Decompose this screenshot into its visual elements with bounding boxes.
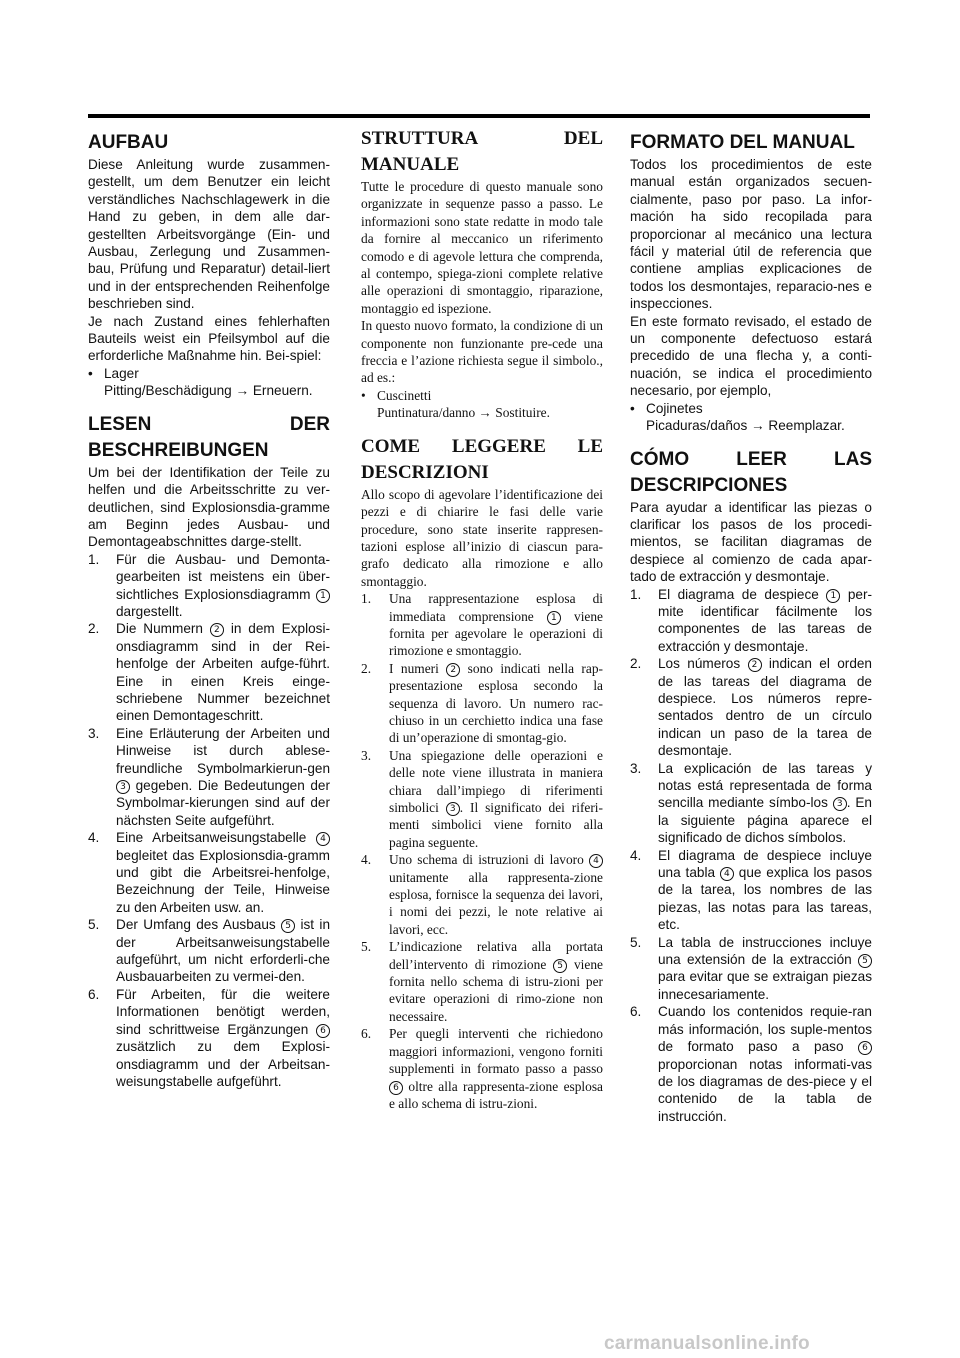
paragraph: Diese Anleitung wurde zusammen-gestellt, um dem Benutzer ein leicht verständliches Nachschlagewerk in die Hand zu geben, in dem alle dar-gestellten Arbeitsvorgänge (Ein- und Ausbau, Zerlegung und Zusammen-bau, Prüfung und Reparatur) detail-liert und in der entsprechenden Reihenfolge beschrieben sind.	[88, 157, 330, 312]
circled-number-icon: 4	[316, 832, 330, 846]
list-item: 1. El diagrama de despiece 1 per-mite identificar fácilmente los componentes de las tareas de extracción y desmontaje.	[630, 586, 873, 654]
list-item: 2. Die Nummern 2 in dem Explosi-onsdiagramm sind in der Rei-henfolge der Arbeiten aufge-führt. Eine in einen Kreis einge-schriebene Nummer bezeichnet einen Demontageschritt.	[88, 621, 331, 724]
circled-number-icon: 5	[553, 959, 567, 973]
paragraph: Je nach Zustand eines fehlerhaften Bauteils weist ein Pfeilsymbol auf die erforderliche Maßnahme hin. Bei-spiel:	[88, 313, 330, 364]
list-item: 6. Für Arbeiten, für die weitere Informationen benötigt werden, sind schrittweise Ergänzungen 6 zusätzlich zu dem Explosi-onsdiagramm und der Arbeitsan-weisungstabelle aufgeführt.	[88, 986, 330, 1089]
circled-number-icon: 3	[116, 780, 130, 794]
paragraph: Tutte le procedure di questo manuale sono organizzate in sequenze passo a passo. Le informazioni sono state redatte in modo tale da fornire al meccanico un riferimento comodo e di agevole lettura che comprenda, al contempo, spiega-zioni complete relative alle operazioni di smontaggio, riparazione, montaggio ed ispezione.	[361, 179, 603, 316]
bullet-item	[88, 365, 330, 400]
circled-number-icon: 6	[316, 1024, 330, 1038]
circled-number-icon: 6	[389, 1081, 403, 1095]
bullet-detail: Puntinatura/danno → Sostituire.	[377, 405, 550, 421]
circled-number-icon: 1	[316, 589, 330, 603]
circled-number-icon: 2	[446, 663, 460, 677]
circled-number-icon: 4	[589, 854, 603, 868]
list-item: 3. Eine Erläuterung der Arbeiten und Hinweise ist durch ablese-freundliche Symbolmarkierun-gen 3 gegeben. Die Bedeutungen der Symbolmar-kierungen sind auf der nächsten Seite aufgeführt.	[88, 725, 330, 828]
top-rule	[88, 114, 870, 118]
paragraph: Para ayudar a identificar las piezas o clarificar los pasos de los procedi-mientos, se facilitan diagramas de despiece al comienzo de cada apar-tado de extracción y desmontaje.	[630, 499, 872, 585]
heading-formato: FORMATO DEL MANUAL	[630, 132, 855, 153]
circled-number-icon: 3	[833, 797, 847, 811]
heading-aufbau: AUFBAU	[88, 132, 169, 153]
circled-number-icon: 6	[858, 1041, 872, 1055]
paragraph: Allo scopo di agevolare l’identificazione dei pezzi e di chiarire le fasi delle varie procedure, sono state inserite rappresen-tazioni esplose all’inizio di ciascun para-grafo dedicato alla rimozione e allo smontaggio.	[361, 486, 603, 589]
paragraph: Todos los procedimientos de este manual están organizados secuen-cialmente, paso por paso. La infor-mación ha sido recopilada para proporcionar al mecánico una lectura fácil y material útil de referencia que contiene amplias explicaciones de todos los desmontajes, reparacio-nes e inspecciones.	[630, 157, 872, 312]
list-item: 4. Eine Arbeitsanweisungstabelle 4 begleitet das Explosionsdia-gramm und gibt die Arbeitsrei-henfolge, Bezeichnung der Teile, Hinweise zu den Arbeiten usw. an.	[88, 830, 330, 915]
paragraph: En este formato revisado, el estado de un componente defectuoso estará precedido de una flecha y, a conti-nuación, se indica el procedimiento necesario, por ejemplo,	[630, 313, 872, 399]
bullet-icon: •	[361, 387, 366, 403]
watermark-logo: carmanualsonline.info	[604, 1333, 810, 1354]
bullet-label: Lager	[104, 365, 139, 381]
numbered-list	[361, 590, 603, 1112]
spanish-column	[630, 130, 872, 1125]
heading-lesen: LESEN DER BESCHREIBUNGEN	[88, 413, 330, 461]
list-item: 3. Una spiegazione delle operazioni e delle note viene illustrata in maniera chiara dall’impiego di riferimenti simbolici 3 . Il significato dei riferi-menti simbolici viene fornito alla pagina seguente.	[361, 747, 603, 850]
list-item: 4. Uno schema di istruzioni di lavoro 4 unitamente alla rappresenta-zione esplosa, fornisce la sequenza dei lavori, i nomi dei pezzi, le note relative ai lavori, ecc.	[361, 852, 603, 937]
bullet-detail: Picaduras/daños → Reemplazar.	[646, 418, 845, 434]
list-item: 2. I numeri 2 sono indicati nella rap-presentazione esplosa secondo la sequenza di lavoro. Un numero rac-chiuso in un cerchietto indica una fase di un’operazione di smontag-gio.	[361, 660, 603, 746]
bullet-icon: •	[630, 400, 635, 416]
list-item: 6. Cuando los contenidos requie-ran más información, los suple-mentos de formato paso a paso 6 proporcionan notas informati-vas de los diagramas de des-piece y el contenido de la tabla de instrucción.	[630, 1004, 872, 1124]
circled-number-icon: 1	[547, 611, 561, 625]
german-column	[88, 130, 330, 1090]
circled-number-icon: 5	[281, 919, 295, 933]
bullet-icon: •	[88, 365, 93, 381]
list-item: 1. Una rappresentazione esplosa di immediata comprensione 1 viene fornita per agevolare le operazioni di rimozione e smontaggio.	[361, 591, 603, 659]
circled-number-icon: 1	[826, 589, 840, 603]
circled-number-icon: 5	[858, 954, 872, 968]
bullet-label: Cuscinetti	[377, 387, 432, 403]
circled-number-icon: 2	[748, 658, 762, 672]
numbered-list	[630, 586, 872, 1126]
bullet-item	[361, 387, 603, 422]
bullet-label: Cojinetes	[646, 400, 703, 416]
list-item: 4. El diagrama de despiece incluye una tabla 4 que explica los pasos de la tarea, los nombres de las piezas, las notas para las tareas, etc.	[630, 847, 872, 933]
list-item: 5. Der Umfang des Ausbaus 5 ist in der Arbeitsanweisungstabelle aufgeführt, um nicht erforderli-che Ausbauarbeiten zu vermei-den.	[88, 917, 330, 985]
heading-struttura: STRUTTURA DEL MANUALE	[361, 128, 603, 175]
italian-column	[361, 130, 603, 1112]
paragraph: In questo nuovo formato, la condizione di un componente non funzionante pre-cede una freccia e l’azione richiesta segue il simbolo., ad es.:	[361, 318, 603, 386]
paragraph: Um bei der Identifikation der Teile zu helfen und die Arbeitsschritte zu ver-deutlichen, sind Explosionsdia-gramme am Beginn jedes Ausbau- und Demontageabschnittes darge-stellt.	[88, 464, 330, 550]
heading-como-leer: CÓMO LEER LAS DESCRIPCIONES	[630, 448, 872, 496]
bullet-item	[630, 400, 872, 435]
list-item: 5. L’indicazione relativa alla portata dell’intervento di rimozione 5 viene fornita nello schema di istru-zioni per evitare operazioni di rimo-zione non necessaire.	[361, 939, 603, 1024]
list-item: 5. La tabla de instrucciones incluye una extensión de la extracción 5 para evitar que se extraigan piezas innecesariamente.	[630, 934, 872, 1002]
circled-number-icon: 3	[446, 802, 460, 816]
list-item: 6. Per quegli interventi che richiedono maggiori informazioni, vengono forniti supplementi in formato passo a passo 6 oltre alla rappresenta-zione esplosa e allo schema di istru-zioni.	[361, 1026, 603, 1111]
circled-number-icon: 4	[720, 867, 734, 881]
list-item: 3. La explicación de las tareas y notas está representada de forma sencilla mediante símbo-los 3 . En la siguiente página aparece el significado de dichos símbolos.	[630, 760, 872, 846]
circled-number-icon: 2	[210, 623, 224, 637]
heading-come-leggere: COME LEGGERE LE DESCRIZIONI	[361, 435, 603, 483]
list-item: 1. Für die Ausbau- und Demonta-gearbeiten ist meistens ein über-sichtliches Explosionsdiagramm 1 dargestellt.	[88, 551, 330, 619]
numbered-list	[88, 551, 330, 1091]
bullet-detail: Pitting/Beschädigung → Erneuern.	[104, 383, 313, 399]
list-item: 2. Los números 2 indican el orden de las tareas del diagrama de despiece. Los números repre-sentados dentro de un círculo indican un paso de la tarea de desmontaje.	[630, 656, 872, 759]
